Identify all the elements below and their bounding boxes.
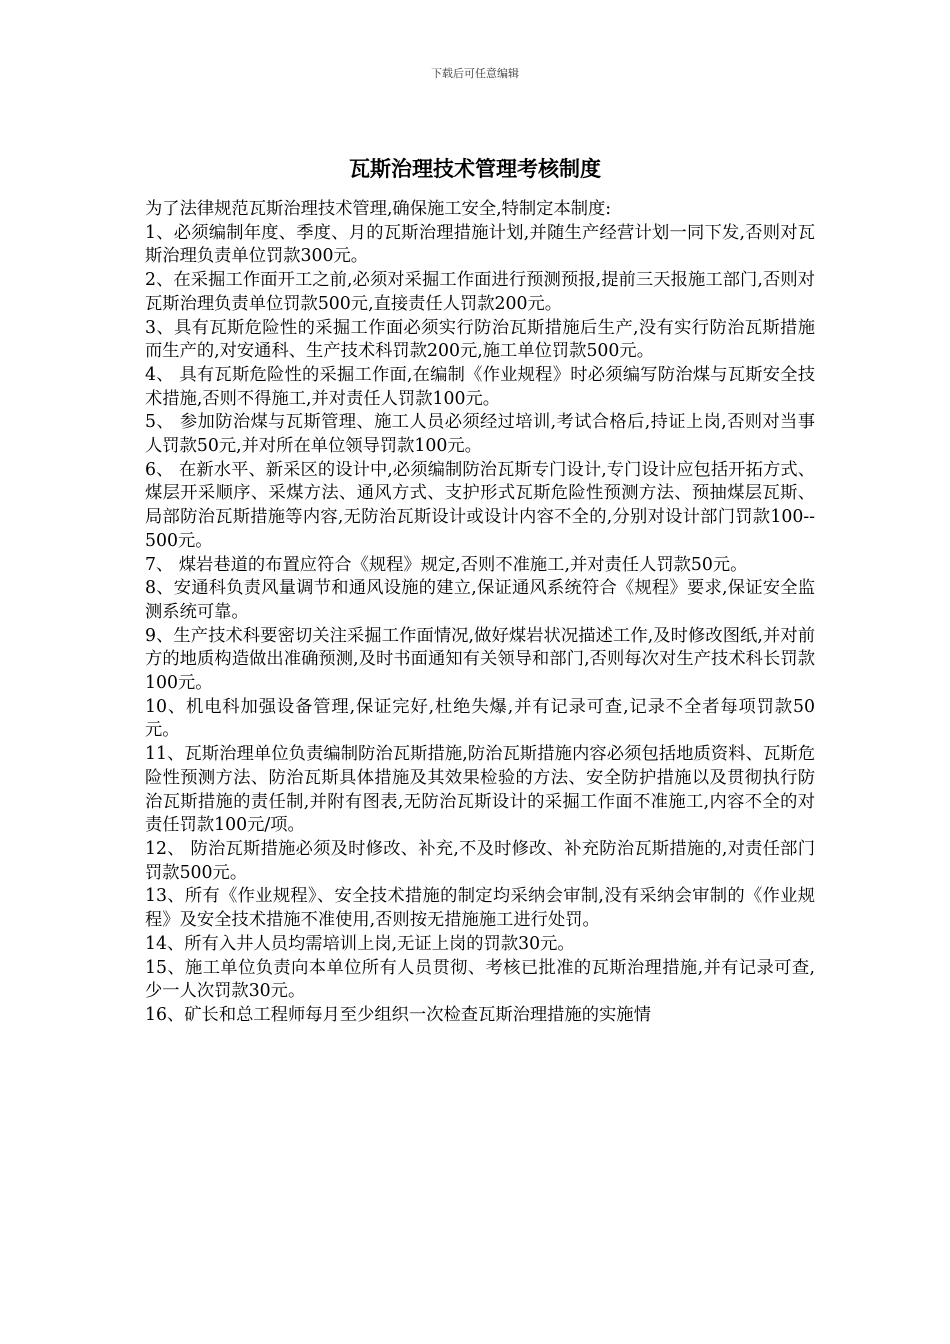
clause-11: 11、瓦斯治理单位负责编制防治瓦斯措施,防治瓦斯措施内容必须包括地质资料、瓦斯危险性预测方法、防治瓦斯具体措施及其效果检验的方法、安全防护措施以及贯彻执行防治瓦斯措施的责任制,并附有图表,无防治瓦斯设计的采掘工作面不准施工,内容不全的对责任罚款100元/项。	[145, 744, 815, 836]
clause-8: 8、安通科负责风量调节和通风设施的建立,保证通风系统符合《规程》要求,保证安全监测系统可靠。	[145, 578, 815, 622]
document-body	[145, 198, 815, 1028]
clause-2: 2、在采掘工作面开工之前,必须对采掘工作面进行预测预报,提前三天报施工部门,否则对瓦斯治理负责单位罚款500元,直接责任人罚款200元。	[145, 270, 815, 314]
clause-15: 15、施工单位负责向本单位所有人员贯彻、考核已批准的瓦斯治理措施,并有记录可查,少一人次罚款30元。	[145, 957, 815, 1002]
clause-6: 6、 在新水平、新采区的设计中,必须编制防治瓦斯专门设计,专门设计应包括开拓方式、煤层开采顺序、采煤方法、通风方式、支护形式瓦斯危险性预测方法、预抽煤层瓦斯、局部防治瓦斯措施等内容,无防治瓦斯设计或设计内容不全的,分别对设计部门罚款100--500元。	[145, 459, 815, 551]
clause-4: 4、 具有瓦斯危险性的采掘工作面,在编制《作业规程》时必须编写防治煤与瓦斯安全技术措施,否则不得施工,并对责任人罚款100元。	[145, 364, 815, 409]
page-header-note: 下载后可任意编辑	[431, 67, 519, 80]
clause-12: 12、 防治瓦斯措施必须及时修改、补充,不及时修改、补充防治瓦斯措施的,对责任部门罚款500元。	[145, 838, 815, 883]
clause-7: 7、 煤岩巷道的布置应符合《规程》规定,否则不准施工,并对责任人罚款50元。	[145, 554, 748, 575]
clause-10: 10、机电科加强设备管理,保证完好,杜绝失爆,并有记录可查,记录不全者每项罚款50元。	[145, 696, 815, 741]
clause-13: 13、所有《作业规程》、安全技术措施的制定均采纳会审制,没有采纳会审制的《作业规程》及安全技术措施不准使用,否则按无措施施工进行处罚。	[145, 886, 815, 931]
document-title: 瓦斯治理技术管理考核制度	[349, 156, 601, 181]
clause-9: 9、生产技术科要密切关注采掘工作面情况,做好煤岩状况描述工作,及时修改图纸,并对前方的地质构造做出准确预测,及时书面通知有关领导和部门,否则每次对生产技术科长罚款100元。	[145, 625, 815, 694]
clause-5: 5、 参加防治煤与瓦斯管理、施工人员必须经过培训,考试合格后,持证上岗,否则对当事人罚款50元,并对所在单位领导罚款100元。	[145, 412, 815, 457]
clause-3: 3、具有瓦斯危险性的采掘工作面必须实行防治瓦斯措施后生产,没有实行防治瓦斯措施而生产的,对安通科、生产技术科罚款200元,施工单位罚款500元。	[145, 317, 815, 362]
clause-14: 14、所有入井人员均需培训上岗,无证上岗的罚款30元。	[145, 933, 575, 954]
intro-paragraph: 为了法律规范瓦斯治理技术管理,确保施工安全,特制定本制度:	[145, 199, 612, 219]
clause-1: 1、必须编制年度、季度、月的瓦斯治理措施计划,并随生产经营计划一同下发,否则对瓦斯治理负责单位罚款300元。	[145, 222, 815, 267]
clause-16: 16、矿长和总工程师每月至少组织一次检查瓦斯治理措施的实施情	[145, 1004, 651, 1025]
